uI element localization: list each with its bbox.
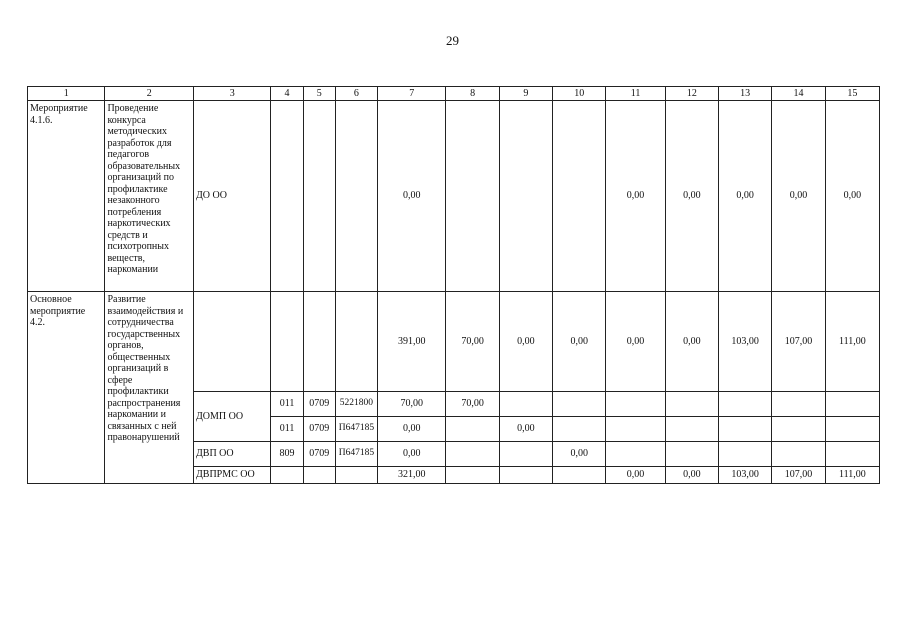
value-cell: 0,00 [499, 417, 552, 442]
code-csr-cell: П647185 [335, 417, 377, 442]
value-cell [772, 442, 825, 467]
value-cell: 0,00 [378, 101, 446, 292]
header-cell: 2 [105, 87, 194, 101]
value-cell [665, 392, 718, 417]
code-grbs-cell: 011 [271, 392, 303, 417]
code-grbs-cell: 011 [271, 417, 303, 442]
header-cell: 4 [271, 87, 303, 101]
value-cell: 0,00 [606, 292, 665, 392]
code-csr-cell [335, 467, 377, 484]
value-cell: 111,00 [825, 292, 879, 392]
header-cell: 9 [499, 87, 552, 101]
value-cell: 111,00 [825, 467, 879, 484]
code-rzpr-cell [303, 101, 335, 292]
header-cell: 8 [446, 87, 499, 101]
value-cell [825, 392, 879, 417]
value-cell [719, 417, 772, 442]
code-rzpr-cell: 0709 [303, 442, 335, 467]
value-cell: 70,00 [446, 392, 499, 417]
value-cell: 0,00 [378, 417, 446, 442]
executor-cell: ДО ОО [193, 101, 270, 292]
value-cell: 0,00 [553, 442, 606, 467]
value-cell [446, 417, 499, 442]
header-cell: 1 [28, 87, 105, 101]
header-cell: 15 [825, 87, 879, 101]
value-cell: 0,00 [719, 101, 772, 292]
value-cell [665, 417, 718, 442]
code-csr-cell [335, 101, 377, 292]
value-cell: 70,00 [446, 292, 499, 392]
executor-cell: ДВПРМС ОО [193, 467, 270, 484]
page-number: 29 [446, 33, 459, 48]
value-cell [665, 442, 718, 467]
measure-description: Развитие взаимодействия и сотрудничества государственных органов, общественных организаций в сфере профилактики распространения наркомании и связанных с ней правонарушений [105, 292, 194, 484]
header-cell: 6 [335, 87, 377, 101]
header-cell: 14 [772, 87, 825, 101]
value-cell: 70,00 [378, 392, 446, 417]
code-rzpr-cell [303, 292, 335, 392]
header-cell: 12 [665, 87, 718, 101]
value-cell [553, 467, 606, 484]
value-cell: 0,00 [499, 292, 552, 392]
value-cell: 0,00 [825, 101, 879, 292]
value-cell [446, 101, 499, 292]
value-cell [772, 417, 825, 442]
code-grbs-cell [271, 292, 303, 392]
value-cell [606, 392, 665, 417]
value-cell: 321,00 [378, 467, 446, 484]
value-cell [719, 442, 772, 467]
value-cell: 391,00 [378, 292, 446, 392]
value-cell [825, 417, 879, 442]
header-row [28, 87, 880, 101]
value-cell: 107,00 [772, 292, 825, 392]
code-rzpr-cell: 0709 [303, 392, 335, 417]
value-cell [825, 442, 879, 467]
code-csr-cell [335, 292, 377, 392]
table-row [28, 101, 880, 292]
value-cell [446, 442, 499, 467]
program-table [27, 86, 880, 484]
value-cell: 0,00 [772, 101, 825, 292]
value-cell [553, 417, 606, 442]
executor-cell [193, 292, 270, 392]
code-csr-cell: 5221800 [335, 392, 377, 417]
value-cell: 103,00 [719, 292, 772, 392]
code-grbs-cell [271, 101, 303, 292]
code-rzpr-cell [303, 467, 335, 484]
code-grbs-cell: 809 [271, 442, 303, 467]
value-cell: 0,00 [378, 442, 446, 467]
header-cell: 11 [606, 87, 665, 101]
executor-cell: ДВП ОО [193, 442, 270, 467]
value-cell [446, 467, 499, 484]
value-cell: 0,00 [665, 292, 718, 392]
header-cell: 3 [193, 87, 270, 101]
value-cell: 0,00 [606, 467, 665, 484]
code-csr-cell: П647185 [335, 442, 377, 467]
value-cell [606, 417, 665, 442]
value-cell: 0,00 [665, 101, 718, 292]
header-cell: 13 [719, 87, 772, 101]
value-cell [499, 442, 552, 467]
value-cell [499, 101, 552, 292]
value-cell [719, 392, 772, 417]
value-cell [606, 442, 665, 467]
value-cell: 0,00 [553, 292, 606, 392]
header-cell: 5 [303, 87, 335, 101]
value-cell [772, 392, 825, 417]
table-row [28, 292, 880, 392]
header-cell: 7 [378, 87, 446, 101]
code-grbs-cell [271, 467, 303, 484]
measure-description: Проведение конкурса методических разработок для педагогов образовательных организаций по профилактике незаконного потребления наркотических средств и психотропных веществ, наркомании [105, 101, 194, 292]
value-cell [553, 101, 606, 292]
header-cell: 10 [553, 87, 606, 101]
value-cell [553, 392, 606, 417]
value-cell: 107,00 [772, 467, 825, 484]
executor-cell: ДОМП ОО [193, 392, 270, 442]
value-cell: 0,00 [665, 467, 718, 484]
code-rzpr-cell: 0709 [303, 417, 335, 442]
value-cell: 0,00 [606, 101, 665, 292]
value-cell [499, 467, 552, 484]
value-cell: 103,00 [719, 467, 772, 484]
measure-name: Мероприятие 4.1.6. [28, 101, 105, 292]
measure-name: Основное мероприятие 4.2. [28, 292, 105, 484]
value-cell [499, 392, 552, 417]
